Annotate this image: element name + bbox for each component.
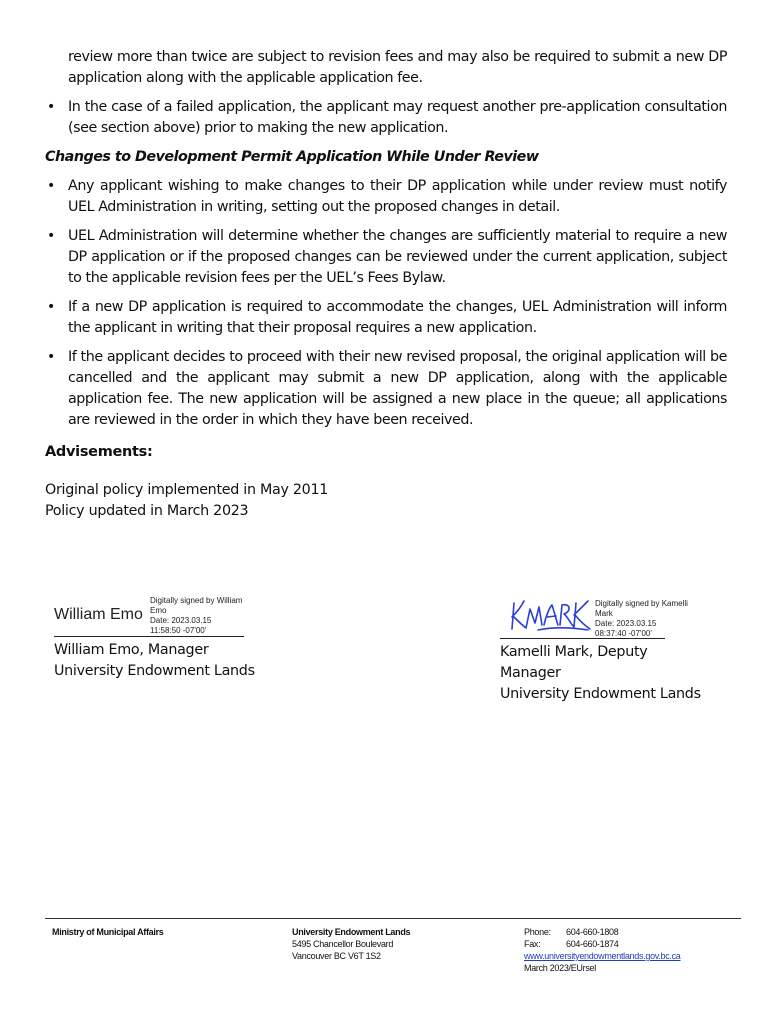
footer-address: University Endowment Lands 5495 Chancellor Boulevard Vancouver BC V6T 1S2 xyxy=(292,927,411,961)
handwritten-signature-icon xyxy=(508,597,592,633)
footer-divider xyxy=(45,918,741,919)
bullet-item: • Any applicant wishing to make changes to their DP application while under review must notify UEL Administration in writing, setting out the proposed changes in detail. xyxy=(47,178,727,215)
bullet-icon: • xyxy=(47,178,55,194)
digital-signature-name: William Emo xyxy=(54,606,143,623)
footer-ministry: Ministry of Municipal Affairs xyxy=(52,927,164,937)
signature-meta: Digitally signed by William Emo Date: 2023.03.15 11:58:50 -07'00' xyxy=(150,596,243,635)
signature-caption-right: Kamelli Mark, Deputy Manager University Endowment Lands xyxy=(500,644,701,702)
bullet-item: • In the case of a failed application, the applicant may request another pre-application consultation (see section above) prior to making the new application. xyxy=(47,99,727,136)
bullet-icon: • xyxy=(47,99,55,115)
signature-meta: Digitally signed by Kamelli Mark Date: 2023.03.15 08:37:40 -07'00' xyxy=(595,599,688,638)
policy-original: Original policy implemented in May 2011 xyxy=(45,482,329,498)
bullet-item: • UEL Administration will determine whether the changes are sufficiently material to require a new DP application or if the proposed changes can be reviewed under the current application, subject to the applicable revision fees per the UEL’s Fees Bylaw. xyxy=(47,228,727,286)
website-link[interactable]: www.universityendowmentlands.gov.bc.ca xyxy=(524,951,681,961)
footer-contact: Phone: 604-660-1808 Fax: 604-660-1874 www.universityendowmentlands.gov.bc.ca March 2023/EUrsel xyxy=(524,926,734,974)
bullet-item: • If a new DP application is required to accommodate the changes, UEL Administration will inform the applicant in writing that their proposal requires a new application. xyxy=(47,299,727,336)
signature-line xyxy=(500,638,665,639)
continued-paragraph: review more than twice are subject to revision fees and may also be required to submit a new DP application along with the applicable application fee. xyxy=(68,49,727,86)
bullet-icon: • xyxy=(47,299,55,315)
bullet-icon: • xyxy=(47,349,55,365)
bullet-item: • If the applicant decides to proceed with their new revised proposal, the original application will be cancelled and the applicant may submit a new DP application, along with the applicable application fee. The new application will be assigned a new place in the queue; all applications are reviewed in the order in which they have been received. xyxy=(47,349,727,428)
bullet-icon: • xyxy=(47,228,55,244)
signature-caption-left: William Emo, Manager University Endowment Lands xyxy=(54,642,255,679)
policy-dates xyxy=(45,480,328,521)
body-text xyxy=(45,47,727,439)
advisements-heading: Advisements: xyxy=(45,444,153,460)
document-reference: March 2023/EUrsel xyxy=(524,963,596,973)
policy-updated: Policy updated in March 2023 xyxy=(45,502,249,519)
section-heading: Changes to Development Permit Application While Under Review xyxy=(45,149,539,165)
signature-line xyxy=(54,636,244,637)
